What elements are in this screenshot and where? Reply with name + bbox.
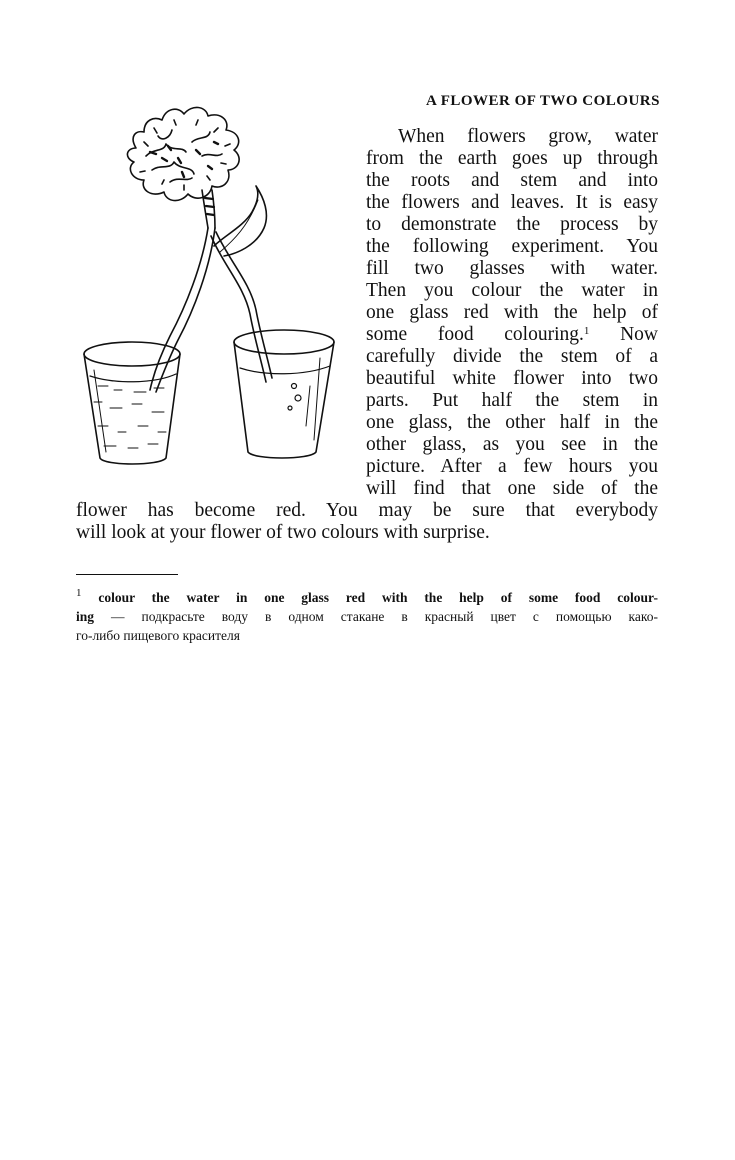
body-line-tail: Now <box>589 324 658 345</box>
footnote-phrase: colour the water in one glass red with the help of some food colour- <box>98 590 658 605</box>
leaf <box>214 186 266 256</box>
body-line: one glass, the other half in the <box>366 412 658 433</box>
body-line: carefully divide the stem of a <box>366 346 658 367</box>
article-title: A FLOWER OF TWO COLOURS <box>425 93 660 109</box>
flower-stem <box>202 190 215 228</box>
footnote-reference[interactable]: 1 <box>583 325 590 337</box>
body-line: parts. Put half the stem in <box>366 390 658 411</box>
footnote-line <box>76 588 658 607</box>
stem-half-right <box>211 232 272 382</box>
footnote-phrase-end: ing <box>76 609 95 624</box>
body-line: will find that one side of the <box>366 478 658 499</box>
footnote-divider <box>76 574 178 575</box>
body-line: the flowers and leaves. It is easy <box>366 192 658 213</box>
carnation-flower-head <box>127 107 239 200</box>
body-line: the roots and stem and into <box>366 170 658 191</box>
footnote-line <box>76 626 658 645</box>
body-line-text: some food colouring. <box>366 324 584 345</box>
body-line: other glass, as you see in the <box>366 434 658 455</box>
right-glass <box>234 330 334 458</box>
body-line: Then you colour the water in <box>366 280 658 301</box>
left-glass <box>84 342 180 464</box>
flower-glasses-illustration <box>74 86 364 478</box>
body-line-with-footnote <box>366 324 658 346</box>
body-line: picture. After a few hours you <box>366 456 658 477</box>
stem-half-left <box>150 228 215 392</box>
footnote-line <box>76 607 658 626</box>
body-line: flower has become red. You may be sure that everybody <box>76 500 658 521</box>
footnote-marker: 1 <box>76 588 82 599</box>
body-line: the following experiment. You <box>366 236 658 257</box>
footnote-translation: — подкрасьте воду в одном стакане в красный цвет с помощью како- <box>94 609 658 624</box>
body-line: fill two glasses with water. <box>366 258 658 279</box>
body-line: from the earth goes up through <box>366 148 658 169</box>
body-line: will look at your flower of two colours with surprise. <box>76 522 490 543</box>
footnote-translation-end: го-либо пищевого красителя <box>76 628 240 643</box>
body-line: to demonstrate the process by <box>366 214 658 235</box>
body-line: one glass red with the help of <box>366 302 658 323</box>
body-line: beautiful white flower into two <box>366 368 658 389</box>
body-line: When flowers grow, water <box>398 126 658 147</box>
